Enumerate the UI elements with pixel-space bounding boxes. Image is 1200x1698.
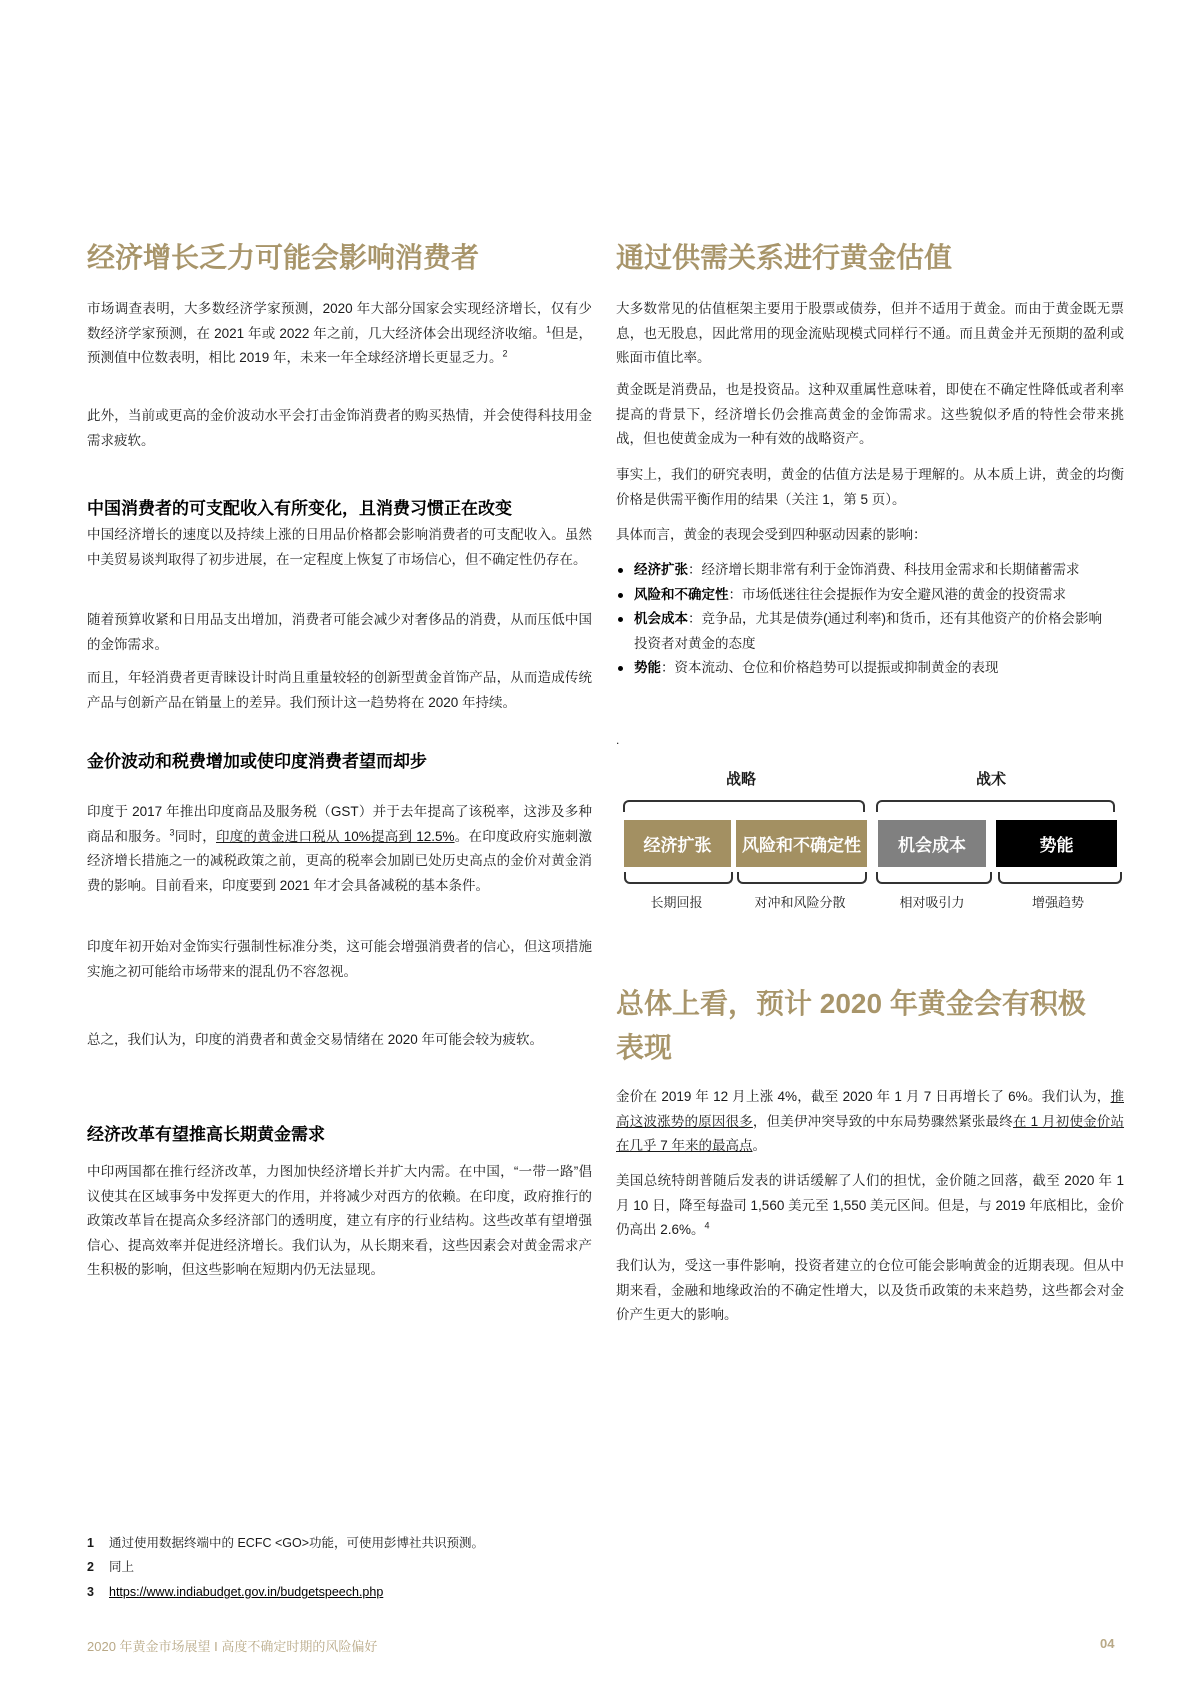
paragraph: 随着预算收紧和日用品支出增加，消费者可能会减少对奢侈品的消费，从而压低中国的金饰需求。	[87, 612, 592, 652]
box-risk-uncertainty: 风险和不确定性	[736, 820, 867, 867]
box-opportunity-cost: 机会成本	[878, 820, 986, 867]
group-label-tactical: 战术	[975, 771, 1006, 788]
paragraph: 中国经济增长的速度以及持续上涨的日用品价格都会影响消费者的可支配收入。虽然中美贸易谈判取得了初步进展，在一定程度上恢复了市场信心，但不确定性仍存在。	[87, 527, 592, 567]
paragraph: 我们认为，受这一事件影响，投资者建立的仓位可能会影响黄金的近期表现。但从中期来看，金融和地缘政治的不确定性增大，以及货币政策的未来趋势，这些都会对金价产生更大的影响。	[616, 1258, 1124, 1322]
gold-drivers-diagram	[616, 768, 1126, 918]
paragraph: 具体而言，黄金的表现会受到四种驱动因素的影响：	[616, 527, 927, 542]
footnote: 3 https://www.indiabudget.gov.in/budgetspeech.php	[87, 1585, 384, 1599]
caption: 相对吸引力	[899, 895, 965, 910]
brace	[998, 872, 1122, 884]
page-number: 04	[1100, 1636, 1115, 1651]
subheading-india: 金价波动和税费增加或使印度消费者望而却步	[87, 752, 427, 771]
paragraph: 黄金既是消费品，也是投资品。这种双重属性意味着，即使在不确定性降低或者利率提高的背景下，经济增长仍会推高黄金的金饰需求。这些貌似矛盾的特性会带来挑战，但也使黄金成为一种有效的战略资产。	[616, 382, 1124, 446]
footnote: 2 同上	[87, 1560, 135, 1574]
paragraph: 总之，我们认为，印度的消费者和黄金交易情绪在 2020 年可能会较为疲软。	[87, 1032, 544, 1047]
footnote: 1 通过使用数据终端中的 ECFC <GO>功能，可使用彭博社共识预测。	[87, 1536, 485, 1550]
group-label-strategic: 战略	[725, 771, 756, 788]
paragraph: 而且，年轻消费者更青睐设计时尚且重量较轻的创新型黄金首饰产品，从而造成传统产品与创新产品在销量上的差异。我们预计这一趋势将在 2020 年持续。	[87, 670, 592, 710]
footnote-link[interactable]: https://www.indiabudget.gov.in/budgetspeech.php	[109, 1585, 384, 1599]
stray-dot: .	[616, 733, 620, 747]
list-item: 经济扩张：经济增长期非常有利于金饰消费、科技用金需求和长期储蓄需求	[616, 558, 1106, 583]
paragraph: 印度年初开始对金饰实行强制性标准分类，这可能会增强消费者的信心，但这项措施实施之初可能给市场带来的混乱仍不容忽视。	[87, 939, 592, 979]
paragraph: 金价在 2019 年 12 月上涨 4%，截至 2020 年 1 月 7 日再增长了 6%。我们认为，推高这波涨势的原因很多，但美伊冲突导致的中东局势骤然紧张最终在 1 月初使金价站在几乎 7 年来的最高点。	[616, 1089, 1125, 1153]
caption: 长期回报	[650, 895, 703, 910]
paragraph: 大多数常见的估值框架主要用于股票或债券，但并不适用于黄金。而由于黄金既无票息，也无股息，因此常用的现金流贴现模式同样行不通。而且黄金并无预期的盈利或账面市值比率。	[616, 301, 1124, 365]
paragraph: 事实上，我们的研究表明，黄金的估值方法是易于理解的。从本质上讲，黄金的均衡价格是供需平衡作用的结果（关注 1，第 5 页）。	[616, 467, 1124, 507]
section-heading-economy: 经济增长乏力可能会影响消费者	[87, 242, 480, 273]
paragraph: 印度于 2017 年推出印度商品及服务税（GST）并于去年提高了该税率，这涉及多种商品和服务。$^3$同时，印度的黄金进口税从 10%提高到 12.5%。在印度政府实施刺激经济增长措施之一的减税政策之前，更高的税率会加剧已处历史高点的金价对黄金消费的影响。目前看来，印度要到 2021 年才会具备减税的基本条件。	[87, 804, 593, 893]
list-item: 风险和不确定性：市场低迷往往会提振作为安全避风港的黄金的投资需求	[616, 583, 1106, 608]
box-momentum: 势能	[996, 820, 1117, 867]
brace	[876, 872, 992, 884]
caption: 对冲和风险分散	[754, 895, 846, 910]
caption: 增强趋势	[1031, 895, 1084, 910]
list-item: 机会成本：竞争品，尤其是债券(通过利率)和货币，还有其他资产的价格会影响投资者对黄金的态度	[616, 607, 1106, 656]
section-heading-valuation: 通过供需关系进行黄金估值	[616, 242, 953, 273]
drivers-list	[616, 558, 1106, 681]
brace-tactical	[876, 800, 1115, 812]
paragraph: 中印两国都在推行经济改革，力图加快经济增长并扩大内需。在中国，“一带一路”倡议使其在区域事务中发挥更大的作用，并将减少对西方的依赖。在印度，政府推行的政策改革旨在提高众多经济部门的透明度，建立有序的行业结构。这些改革有望增强信心、提高效率并促进经济增长。我们认为，从长期来看，这些因素会对黄金需求产生积极的影响，但这些影响在短期内仍无法显现。	[87, 1164, 592, 1277]
brace	[737, 872, 867, 884]
paragraph: 美国总统特朗普随后发表的讲话缓解了人们的担忧，金价随之回落，截至 2020 年 1 月 10 日，降至每盎司 1,560 美元至 1,550 美元区间。但是，与 2019 年底相比，金价仍高出 2.6%。$^4$	[616, 1173, 1124, 1237]
brace	[624, 872, 733, 884]
subheading-reform: 经济改革有望推高长期黄金需求	[87, 1125, 325, 1144]
list-item: 势能：资本流动、仓位和价格趋势可以提振或抑制黄金的表现	[616, 656, 1106, 681]
brace-strategic	[623, 800, 865, 812]
footer-title: 2020 年黄金市场展望 I 高度不确定时期的风险偏好	[87, 1639, 378, 1654]
paragraph: 此外，当前或更高的金价波动水平会打击金饰消费者的购买热情，并会使得科技用金需求疲软。	[87, 408, 592, 448]
paragraph: 市场调查表明，大多数经济学家预测，2020 年大部分国家会实现经济增长，仅有少数经济学家预测，在 2021 年或 2022 年之前，几大经济体会出现经济收缩。$^1$但是，预测值中位数表明，相比 2019 年，未来一年全球经济增长更显乏力。$^2$	[87, 301, 593, 365]
subheading-china: 中国消费者的可支配收入有所变化，且消费习惯正在改变	[87, 499, 512, 518]
underlined-text: 印度的黄金进口税从 10%提高到 12.5%	[216, 828, 455, 844]
section-heading-outlook: 总体上看，预计 2020 年黄金会有积极表现	[616, 988, 1086, 1063]
box-economic-expansion: 经济扩张	[624, 820, 731, 867]
